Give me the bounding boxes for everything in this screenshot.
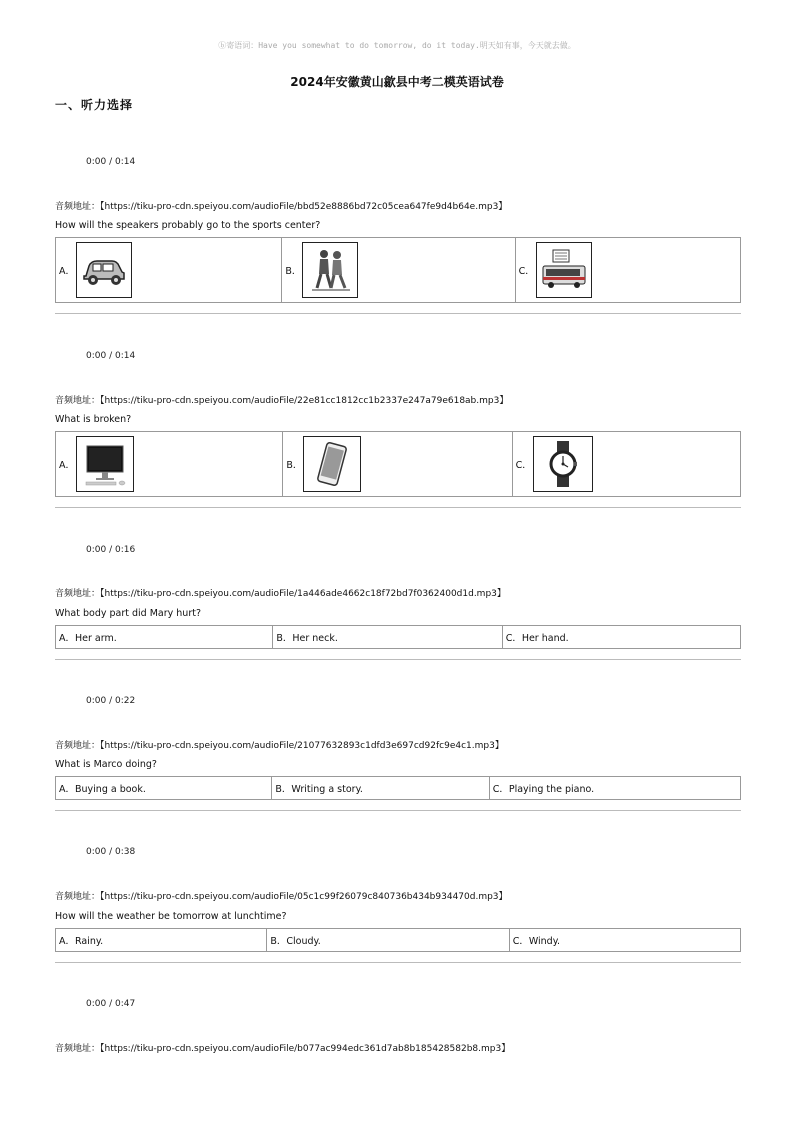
watch-icon xyxy=(533,436,593,492)
option-b[interactable]: B．Cloudy. xyxy=(267,929,509,951)
question-prompt: What body part did Mary hurt? xyxy=(55,608,201,619)
option-a[interactable]: A．Buying a book. xyxy=(56,777,272,799)
audio-url: 音频地址：【https://tiku-pro-cdn.speiyou.com/audioFile/05c1c99f26079c840736b434b934470d.mp3】 xyxy=(55,892,508,902)
option-b[interactable] xyxy=(283,432,512,496)
phone-icon xyxy=(303,436,361,492)
audio-time[interactable]: 0:00 / 0:14 xyxy=(86,351,136,361)
option-b[interactable] xyxy=(282,238,515,302)
option-c[interactable] xyxy=(513,432,740,496)
options-table xyxy=(55,625,741,649)
option-b[interactable]: B．Writing a story. xyxy=(272,777,489,799)
section-title: 一、听力选择 xyxy=(55,98,134,112)
motto: ⓑ寄语词：Have you somewhat to do tomorrow, do it today.明天如有事，今天就去做。 xyxy=(218,41,576,50)
option-label: B． xyxy=(286,460,303,471)
audio-time[interactable]: 0:00 / 0:47 xyxy=(86,999,136,1009)
question-prompt: What is broken? xyxy=(55,414,132,425)
options-table xyxy=(55,776,741,800)
question-prompt: How will the weather be tomorrow at lunchtime? xyxy=(55,911,287,922)
divider xyxy=(55,313,741,314)
options-table xyxy=(55,928,741,952)
option-a[interactable]: A．Her arm. xyxy=(56,626,273,648)
option-a[interactable] xyxy=(56,238,282,302)
audio-time[interactable]: 0:00 / 0:16 xyxy=(86,545,136,555)
option-a[interactable]: A．Rainy. xyxy=(56,929,267,951)
option-label: C． xyxy=(518,266,535,277)
options-table xyxy=(55,237,741,303)
bus-icon xyxy=(536,242,592,298)
audio-time[interactable]: 0:00 / 0:14 xyxy=(86,157,136,167)
option-c[interactable] xyxy=(516,238,740,302)
audio-url: 音频地址：【https://tiku-pro-cdn.speiyou.com/audioFile/21077632893c1dfd3e697cd92fc9e4c1.mp3】 xyxy=(55,741,504,751)
audio-url: 音频地址：【https://tiku-pro-cdn.speiyou.com/audioFile/1a446ade4662c18f72bd7f0362400d1d.mp3】 xyxy=(55,589,506,599)
page-title: 2024年安徽黄山歙县中考二模英语试卷 xyxy=(290,75,504,89)
divider xyxy=(55,962,741,963)
option-label: A． xyxy=(59,460,75,471)
audio-url: 音频地址：【https://tiku-pro-cdn.speiyou.com/audioFile/bbd52e8886bd72c05cea647fe9d4b64e.mp3】 xyxy=(55,202,508,212)
option-a[interactable] xyxy=(56,432,283,496)
computer-icon xyxy=(76,436,134,492)
divider xyxy=(55,659,741,660)
audio-time[interactable]: 0:00 / 0:38 xyxy=(86,847,136,857)
option-c[interactable]: C．Her hand. xyxy=(505,633,569,644)
question-prompt: How will the speakers probably go to the sports center? xyxy=(55,220,321,231)
option-label: C． xyxy=(515,460,532,471)
walking-people-icon xyxy=(302,242,358,298)
question-prompt: What is Marco doing? xyxy=(55,759,157,770)
divider xyxy=(55,507,741,508)
car-icon xyxy=(76,242,132,298)
audio-url: 音频地址：【https://tiku-pro-cdn.speiyou.com/audioFile/b077ac994edc361d7ab8b185428582b8.mp3】 xyxy=(55,1044,511,1054)
option-c[interactable]: C．Playing the piano. xyxy=(492,784,595,795)
options-table xyxy=(55,431,741,497)
option-label: A． xyxy=(59,266,75,277)
option-c[interactable]: C．Windy. xyxy=(512,936,560,947)
audio-time[interactable]: 0:00 / 0:22 xyxy=(86,696,136,706)
divider xyxy=(55,810,741,811)
option-b[interactable]: B．Her neck. xyxy=(273,626,502,648)
option-label: B． xyxy=(285,266,302,277)
audio-url: 音频地址：【https://tiku-pro-cdn.speiyou.com/audioFile/22e81cc1812cc1b2337e247a79e618ab.mp3】 xyxy=(55,396,509,406)
